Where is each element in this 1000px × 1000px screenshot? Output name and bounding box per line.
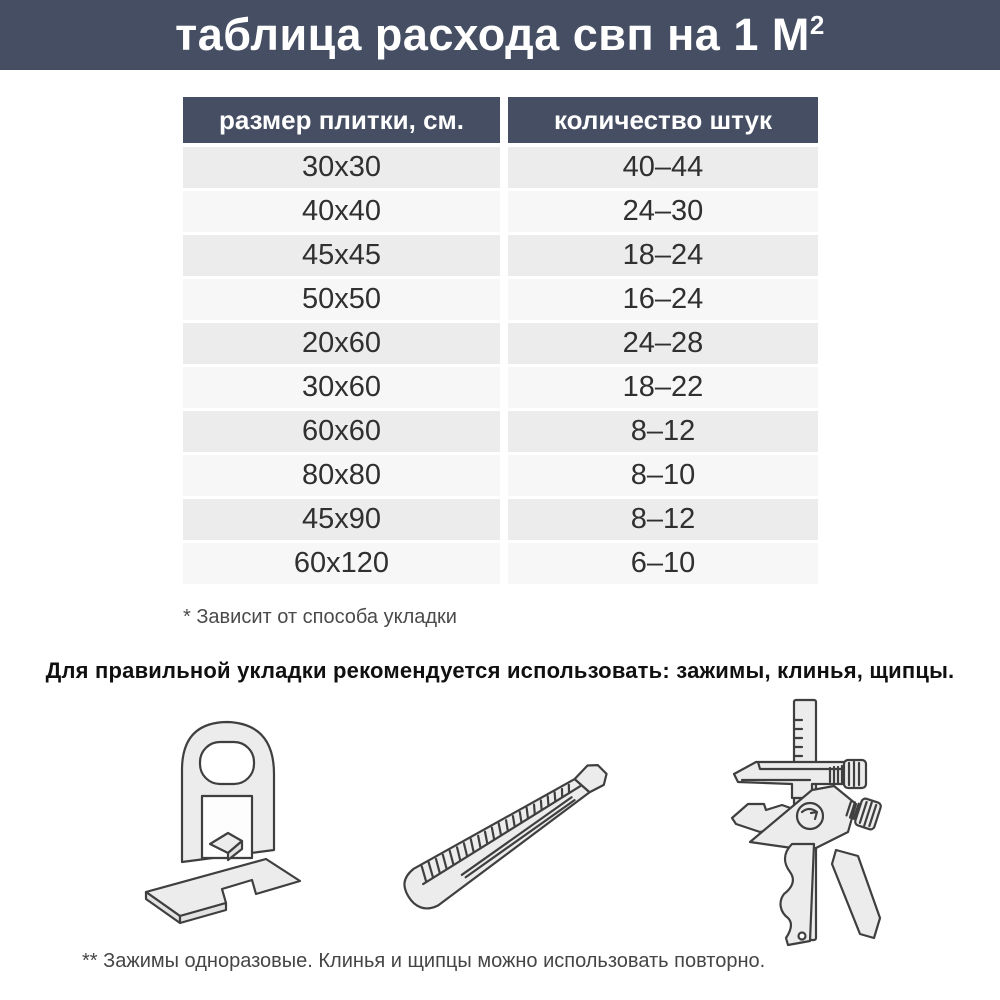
quantity-cell: 40–44 xyxy=(508,147,818,188)
page-header-bar xyxy=(0,0,1000,70)
title-superscript: 2 xyxy=(809,10,825,40)
tile-leveling-wedge-icon xyxy=(383,730,648,920)
quantity-cell: 24–28 xyxy=(508,323,818,364)
quantity-cell: 8–12 xyxy=(508,499,818,540)
table-row xyxy=(183,367,818,408)
consumption-table xyxy=(183,97,818,587)
table-row xyxy=(183,455,818,496)
tile-leveling-pliers-icon xyxy=(698,692,950,964)
table-row xyxy=(183,147,818,188)
table-row xyxy=(183,323,818,364)
column-header-qty: количество штук xyxy=(508,97,818,143)
table-header-row xyxy=(183,97,818,143)
tile-size-cell: 60x60 xyxy=(183,411,500,452)
page-title-text: таблица расхода свп на 1 М xyxy=(175,9,810,60)
tile-size-cell: 30x60 xyxy=(183,367,500,408)
tile-size-cell: 60x120 xyxy=(183,543,500,584)
table-footnote: * Зависит от способа укладки xyxy=(183,606,457,628)
tile-size-cell: 20x60 xyxy=(183,323,500,364)
tile-size-cell: 30x30 xyxy=(183,147,500,188)
quantity-cell: 18–22 xyxy=(508,367,818,408)
tile-size-cell: 45x90 xyxy=(183,499,500,540)
table-row xyxy=(183,279,818,320)
table-row xyxy=(183,499,818,540)
tile-size-cell: 40x40 xyxy=(183,191,500,232)
quantity-cell: 16–24 xyxy=(508,279,818,320)
tile-leveling-clip-icon xyxy=(118,702,313,930)
table-row xyxy=(183,235,818,276)
quantity-cell: 18–24 xyxy=(508,235,818,276)
recommendation-text: Для правильной укладки рекомендуется использовать: зажимы, клинья, щипцы. xyxy=(45,658,955,683)
column-header-size: размер плитки, см. xyxy=(183,97,500,143)
quantity-cell: 8–10 xyxy=(508,455,818,496)
page-title xyxy=(175,0,825,70)
quantity-cell: 24–30 xyxy=(508,191,818,232)
tile-size-cell: 50x50 xyxy=(183,279,500,320)
tile-size-cell: 80x80 xyxy=(183,455,500,496)
quantity-cell: 8–12 xyxy=(508,411,818,452)
table-row xyxy=(183,191,818,232)
quantity-cell: 6–10 xyxy=(508,543,818,584)
table-row xyxy=(183,543,818,584)
tile-size-cell: 45x45 xyxy=(183,235,500,276)
reuse-footnote: ** Зажимы одноразовые. Клинья и щипцы можно использовать повторно. xyxy=(82,950,766,972)
table-row xyxy=(183,411,818,452)
table-rows xyxy=(183,147,818,584)
